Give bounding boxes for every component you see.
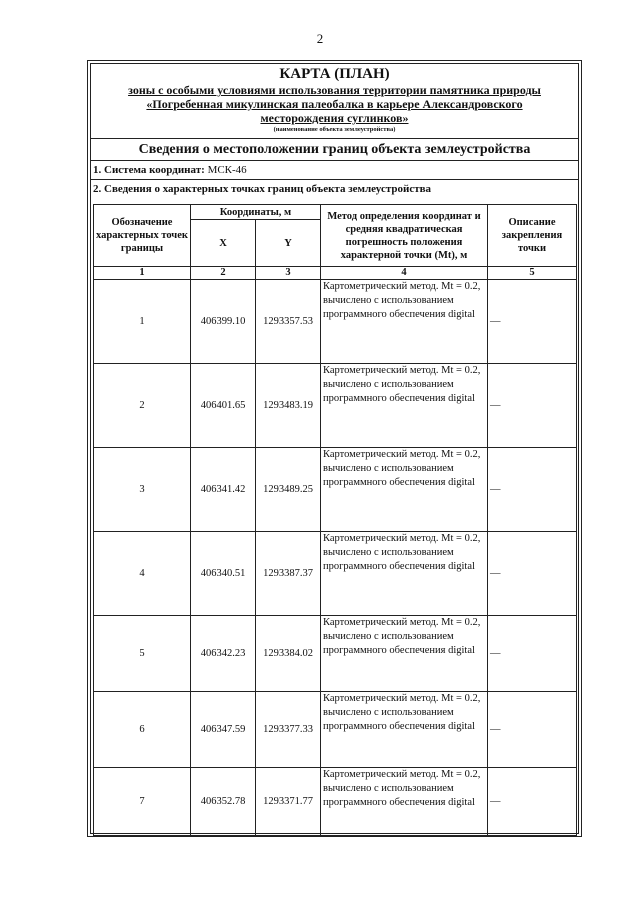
subtitle-line-2: «Погребенная микулинская палеобалка в карьере Александровского [146, 97, 523, 111]
header-description: Описание закрепления точки [488, 205, 577, 267]
point-id: 1 [94, 280, 191, 364]
table-row [94, 692, 577, 768]
table-row [94, 616, 577, 692]
coord-x: 406347.59 [191, 692, 256, 768]
section-title: Сведения о местоположении границ объекта землеустройства [90, 138, 579, 160]
fixing-description: — [488, 768, 577, 836]
subtitle-line-3: месторождения суглинков» [260, 111, 409, 125]
coord-x: 406340.51 [191, 532, 256, 616]
document-title: КАРТА (ПЛАН) [279, 66, 390, 82]
coord-y: 1293357.53 [256, 280, 321, 364]
header-x: X [191, 220, 256, 267]
fixing-description: — [488, 692, 577, 768]
coordinate-system-label: 1. Система координат: [93, 164, 205, 176]
table-row [94, 364, 577, 448]
method-cell: Картометрический метод. Mt = 0.2, вычислено с использованием программного обеспечения digital [321, 692, 488, 768]
object-name-caption: (наименование объекта землеустройства) [273, 126, 396, 133]
column-number: 3 [256, 267, 321, 280]
method-cell: Картометрический метод. Mt = 0.2, вычислено с использованием программного обеспечения digital [321, 532, 488, 616]
points-section-title: 2. Сведения о характерных точках границ объекта землеустройства [90, 179, 579, 198]
coordinate-system-value: МСК-46 [207, 164, 247, 176]
column-number: 2 [191, 267, 256, 280]
fixing-description: — [488, 616, 577, 692]
document-header [90, 64, 579, 134]
point-id: 7 [94, 768, 191, 836]
fixing-description: — [488, 448, 577, 532]
table-row [94, 280, 577, 364]
header-coordinates: Координаты, м [191, 205, 321, 220]
coord-x: 406341.42 [191, 448, 256, 532]
method-cell: Картометрический метод. Mt = 0.2, вычислено с использованием программного обеспечения digital [321, 280, 488, 364]
coord-x: 406352.78 [191, 768, 256, 836]
point-id: 4 [94, 532, 191, 616]
header-y: Y [256, 220, 321, 267]
coord-x: 406401.65 [191, 364, 256, 448]
column-number: 5 [488, 267, 577, 280]
coord-y: 1293489.25 [256, 448, 321, 532]
table-row [94, 768, 577, 836]
coord-y: 1293377.33 [256, 692, 321, 768]
method-cell: Картометрический метод. Mt = 0.2, вычислено с использованием программного обеспечения digital [321, 364, 488, 448]
table-row [94, 532, 577, 616]
point-id: 5 [94, 616, 191, 692]
coord-y: 1293483.19 [256, 364, 321, 448]
point-id: 2 [94, 364, 191, 448]
coord-y: 1293371.77 [256, 768, 321, 836]
coord-y: 1293384.02 [256, 616, 321, 692]
header-point-designation: Обозначение характерных точек границы [94, 205, 191, 267]
point-id: 3 [94, 448, 191, 532]
page-number: 2 [316, 31, 324, 46]
method-cell: Картометрический метод. Mt = 0.2, вычислено с использованием программного обеспечения digital [321, 616, 488, 692]
fixing-description: — [488, 364, 577, 448]
subtitle-line-1: зоны с особыми условиями использования территории памятника природы [128, 83, 541, 97]
fixing-description: — [488, 532, 577, 616]
column-number: 1 [94, 267, 191, 280]
method-cell: Картометрический метод. Mt = 0.2, вычислено с использованием программного обеспечения digital [321, 448, 488, 532]
table-row [94, 448, 577, 532]
boundary-points-table [93, 198, 577, 836]
coord-y: 1293387.37 [256, 532, 321, 616]
coordinate-system-row [90, 160, 579, 179]
coord-x: 406399.10 [191, 280, 256, 364]
point-id: 6 [94, 692, 191, 768]
fixing-description: — [488, 280, 577, 364]
method-cell: Картометрический метод. Mt = 0.2, вычислено с использованием программного обеспечения digital [321, 768, 488, 836]
column-number: 4 [321, 267, 488, 280]
header-method: Метод определения координат и средняя квадратическая погрешность положения характерной точки (Mt), м [321, 205, 488, 267]
coord-x: 406342.23 [191, 616, 256, 692]
column-number-row [94, 267, 577, 280]
